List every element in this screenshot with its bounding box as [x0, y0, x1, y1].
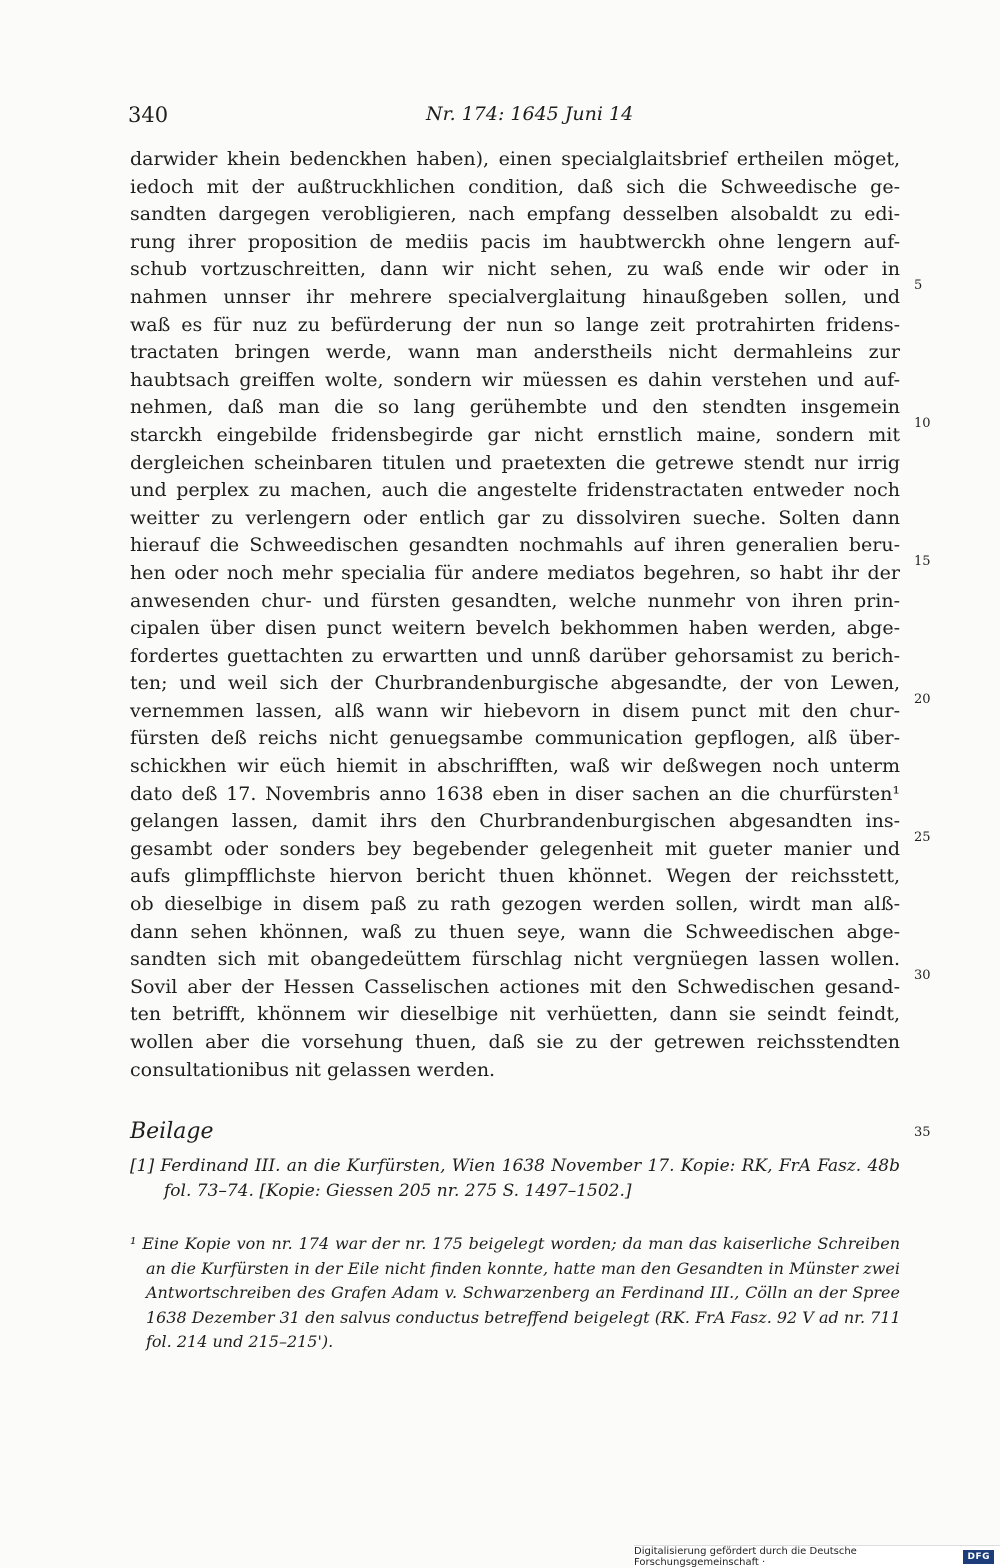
line-number: 10: [914, 416, 931, 431]
text-line: ten; und weil sich der Churbrandenburgische abgesandte, der von Lewen,: [130, 672, 900, 695]
dfg-logo: DFG: [963, 1550, 994, 1564]
text-line: hierauf die Schweedischen gesandten nochmahls auf ihren generalien beru-: [130, 534, 900, 557]
text-line: nehmen, daß man die so lang gerühembte und den stendten insgemein: [130, 396, 900, 419]
text-line: Sovil aber der Hessen Casselischen actiones mit den Schwedischen gesand-: [130, 975, 900, 998]
page-number: 340: [128, 103, 169, 127]
text-line: consultationibus nit gelassen werden.: [130, 1058, 496, 1081]
text-line: und perplex zu machen, auch die angestelte fridenstractaten entweder noch: [130, 479, 900, 502]
text-line: sandten sich mit obangedeüttem fürschlag nicht vergnüegen lassen wollen.: [130, 948, 900, 971]
beilage-line: [1] Ferdinand III. an die Kurfürsten, Wien 1638 November 17. Kopie: RK, FrA Fasz. 48b: [130, 1156, 900, 1176]
text-line: nahmen unnser ihr mehrere specialverglaitung hinaußgeben sollen, und: [130, 285, 900, 308]
funding-credit: [634, 1545, 1000, 1568]
text-line: vernemmen lassen, alß wann wir hiebevorn in disem punct mit den chur-: [130, 699, 900, 722]
text-line: ten betrifft, khönnem wir dieselbige nit verhüetten, dann sie seindt feindt,: [130, 1003, 900, 1026]
footnote-line: an die Kurfürsten in der Eile nicht finden konnte, hatte man den Gesandten in Münster zwei: [146, 1258, 900, 1278]
text-line: sandten dargegen verobligieren, nach empfang desselben alsobaldt zu edi-: [130, 203, 900, 226]
beilage-heading: Beilage: [130, 1119, 214, 1144]
footnote: [130, 1232, 900, 1355]
line-number: 15: [914, 554, 931, 569]
text-line: ob dieselbige in disem paß zu rath gezogen werden sollen, wirdt man alß-: [130, 893, 900, 916]
text-line: hen oder noch mehr specialia für andere mediatos begehren, so habt ihr der: [130, 561, 900, 584]
text-line: fürsten deß reichs nicht genuegsambe communication gepflogen, alß über-: [130, 727, 900, 750]
text-line: haubtsach greiffen wolte, sondern wir müessen es dahin verstehen und auf-: [130, 368, 900, 391]
text-line: dann sehen khönnen, waß zu thuen seye, wann die Schweedischen abge-: [130, 920, 900, 943]
text-line: cipalen über disen punct weitern bevelch bekhommen haben werden, abge-: [130, 617, 900, 640]
body-text: [130, 146, 900, 1084]
text-line: starckh eingebilde fridensbegirde gar nicht ernstlich maine, sondern mit: [130, 423, 900, 446]
text-line: darwider khein bedenckhen haben), einen specialglaitsbrief ertheilen möget,: [130, 148, 900, 170]
text-line: schickhen wir eüch hiemit in abschrifften, waß wir deßwegen noch unterm: [130, 755, 900, 778]
footnote-line: 1638 Dezember 31 den salvus conductus betreffend beigelegt (RK. FrA Fasz. 92 V ad nr. 711: [146, 1307, 901, 1327]
text-line: rung ihrer proposition de mediis pacis im haubtwerckh ohne lengern auf-: [130, 230, 900, 253]
beilage-entry: [130, 1154, 900, 1204]
text-line: gesambt oder sonders bey begebender gelegenheit mit gueter manier und: [130, 837, 900, 860]
line-number: 5: [914, 278, 923, 293]
running-head: Nr. 174: 1645 Juni 14: [426, 103, 634, 125]
text-line: tractaten bringen werde, wann man anderstheils nicht dermahleins zur: [130, 341, 900, 364]
text-line: weitter zu verlengern oder entlich gar zu dissolviren sueche. Solten dann: [130, 506, 900, 529]
footnote-line: Antwortschreiben des Grafen Adam v. Schwarzenberg an Ferdinand III., Cölln an der Spree: [146, 1283, 900, 1302]
text-line: waß es für nuz zu befürderung der nun so lange zeit protrahirten fridens-: [130, 313, 900, 336]
line-number: 30: [914, 968, 931, 983]
footnote-line: ¹ Eine Kopie von nr. 174 war der nr. 175 beigelegt worden; da man das kaiserliche Schreiben: [130, 1234, 900, 1253]
text-line: schub vortzuschreitten, dann wir nicht sehen, zu waß ende wir oder in: [130, 258, 900, 281]
text-line: dato deß 17. Novembris anno 1638 eben in diser sachen an die churfürsten¹: [130, 782, 900, 805]
beilage-line: fol. 73–74. [Kopie: Giessen 205 nr. 275 S. 1497–1502.]: [164, 1181, 632, 1201]
text-line: gelangen lassen, damit ihrs den Churbrandenburgischen abgesandten ins-: [130, 810, 900, 833]
credit-text: Digitalisierung gefördert durch die Deutsche Forschungsgemeinschaft ·: [634, 1546, 857, 1568]
text-line: anwesenden chur- und fürsten gesandten, welche nunmehr von ihren prin-: [130, 589, 900, 612]
text-line: fordertes guettachten zu erwartten und unnß darüber gehorsamist zu berich-: [130, 644, 900, 667]
line-number: 25: [914, 830, 931, 845]
text-line: iedoch mit der außtruckhlichen condition, daß sich die Schweedische ge-: [130, 175, 900, 198]
text-line: dergleichen scheinbaren titulen und praetexten die getrewe stendt nur irrig: [130, 451, 900, 474]
text-line: wollen aber die vorsehung thuen, daß sie zu der getrewen reichsstendten: [130, 1031, 900, 1053]
line-number: 35: [914, 1125, 931, 1140]
footnote-line: fol. 214 und 215–215').: [146, 1332, 334, 1351]
line-number: 20: [914, 692, 931, 707]
text-line: aufs glimpfflichste hiervon bericht thuen khönnet. Wegen der reichsstett,: [130, 865, 900, 888]
